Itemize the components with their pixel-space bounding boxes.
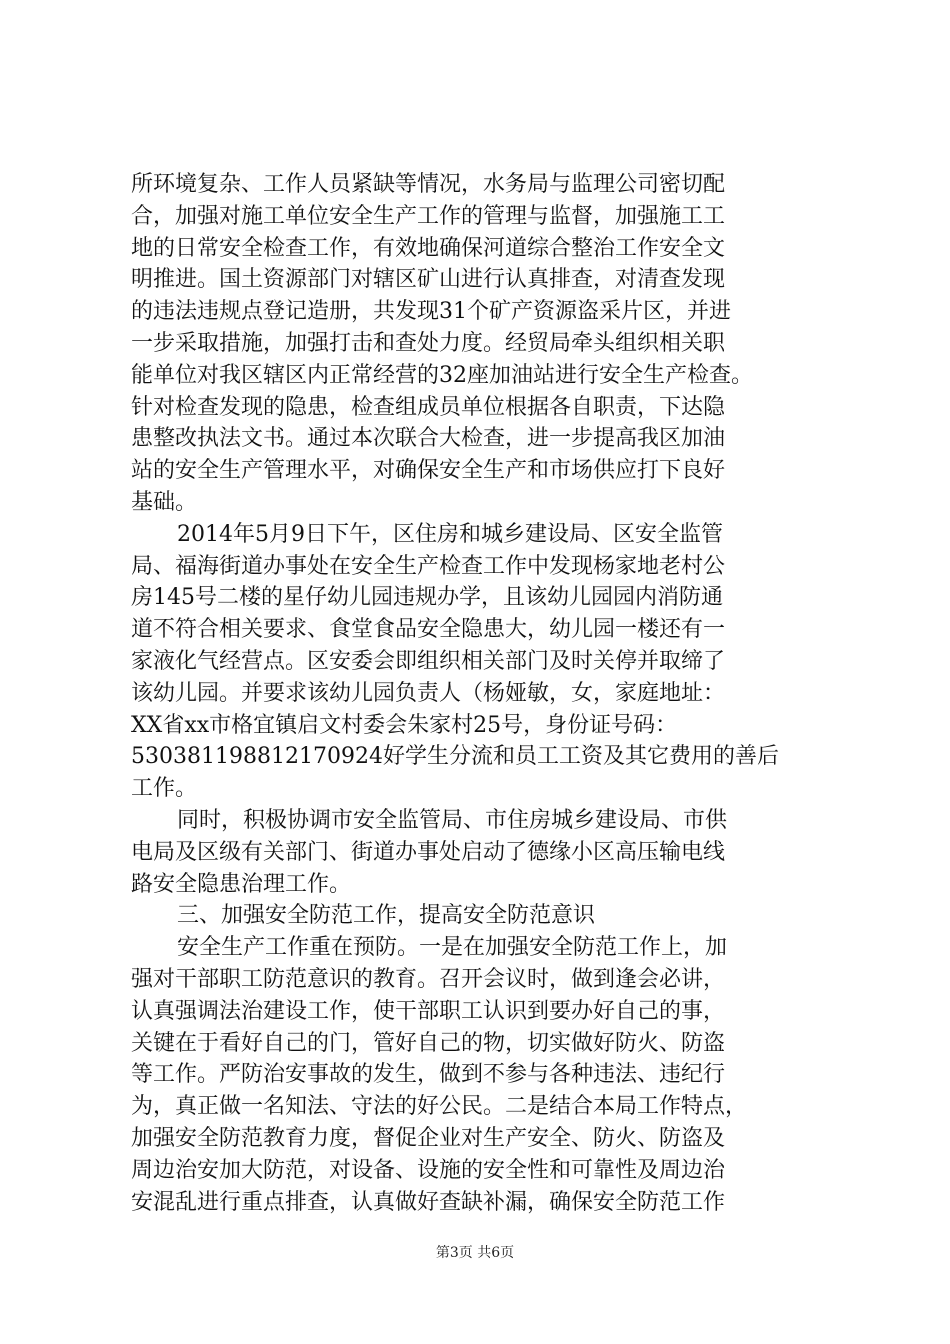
document-body <box>131 169 851 1218</box>
page-number-footer: 第3页 共6页 <box>435 1245 515 1261</box>
text-line: 局、福海街道办事处在安全生产检查工作中发现杨家地老村公 <box>131 553 726 579</box>
text-line: 房145号二楼的星仔幼儿园违规办学，且该幼儿园园内消防通 <box>131 585 723 611</box>
section-heading: 三、加强安全防范工作，提高安全防范意识 <box>177 903 596 929</box>
text-line: 认真强调法治建设工作，使干部职工认识到要办好自己的事， <box>131 998 726 1024</box>
text-line: 加强安全防范教育力度，督促企业对生产安全、防火、防盗及 <box>131 1125 726 1151</box>
text-line: 明推进。国土资源部门对辖区矿山进行认真排查，对清查发现 <box>131 267 726 293</box>
text-line: 患整改执法文书。通过本次联合大检查，进一步提高我区加油 <box>131 426 726 452</box>
text-line: 等工作。严防治安事故的发生，做到不参与各种违法、违纪行 <box>131 1062 726 1088</box>
paragraph-start-line: 2014年5月9日下午，区住房和城乡建设局、区安全监管 <box>177 521 723 547</box>
text-line: 为，真正做一名知法、守法的好公民。二是结合本局工作特点， <box>131 1094 748 1120</box>
text-line: 地的日常安全检查工作，有效地确保河道综合整治工作安全文 <box>131 235 726 261</box>
text-line: 所环境复杂、工作人员紧缺等情况，水务局与监理公司密切配 <box>131 172 726 197</box>
text-line: 路安全隐患治理工作。 <box>131 871 352 897</box>
text-line: 关键在于看好自己的门，管好自己的物，切实做好防火、防盗 <box>131 1030 726 1056</box>
text-line: 周边治安加大防范，对设备、设施的安全性和可靠性及周边治 <box>131 1157 726 1183</box>
text-line: 道不符合相关要求、食堂食品安全隐患大，幼儿园一楼还有一 <box>131 617 726 643</box>
text-line: 530381198812170924好学生分流和员工工资及其它费用的善后 <box>131 744 779 770</box>
paragraph-start-line: 同时，积极协调市安全监管局、市住房城乡建设局、市供 <box>177 807 728 833</box>
text-line: 家液化气经营点。区安委会即组织相关部门及时关停并取缔了 <box>131 648 726 674</box>
text-line: 针对检查发现的隐患，检查组成员单位根据各自职责，下达隐 <box>131 394 726 420</box>
paragraph-start-line: 安全生产工作重在预防。一是在加强安全防范工作上，加 <box>177 935 728 961</box>
text-line: 一步采取措施，加强打击和查处力度。经贸局牵头组织相关职 <box>131 330 726 356</box>
text-line: 安混乱进行重点排查，认真做好查缺补漏，确保安全防范工作 <box>131 1189 726 1215</box>
text-line: 强对干部职工防范意识的教育。召开会议时，做到逢会必讲， <box>131 966 726 992</box>
text-line: 合，加强对施工单位安全生产工作的管理与监督，加强施工工 <box>131 203 726 229</box>
text-line: 工作。 <box>131 776 198 802</box>
text-line: 该幼儿园。并要求该幼儿园负责人（杨娅敏，女，家庭地址： <box>131 680 726 706</box>
text-line: 的违法违规点登记造册，共发现31个矿产资源盗采片区，并进 <box>131 299 731 325</box>
text-line: 电局及区级有关部门、街道办事处启动了德缘小区高压输电线 <box>131 839 726 865</box>
text-line: 能单位对我区辖区内正常经营的32座加油站进行安全生产检查。 <box>131 362 753 388</box>
text-line: XX省xx市格宜镇启文村委会朱家村25号，身份证号码： <box>131 712 678 738</box>
text-line: 站的安全生产管理水平，对确保安全生产和市场供应打下良好 <box>131 458 726 484</box>
text-line: 基础。 <box>131 489 198 515</box>
